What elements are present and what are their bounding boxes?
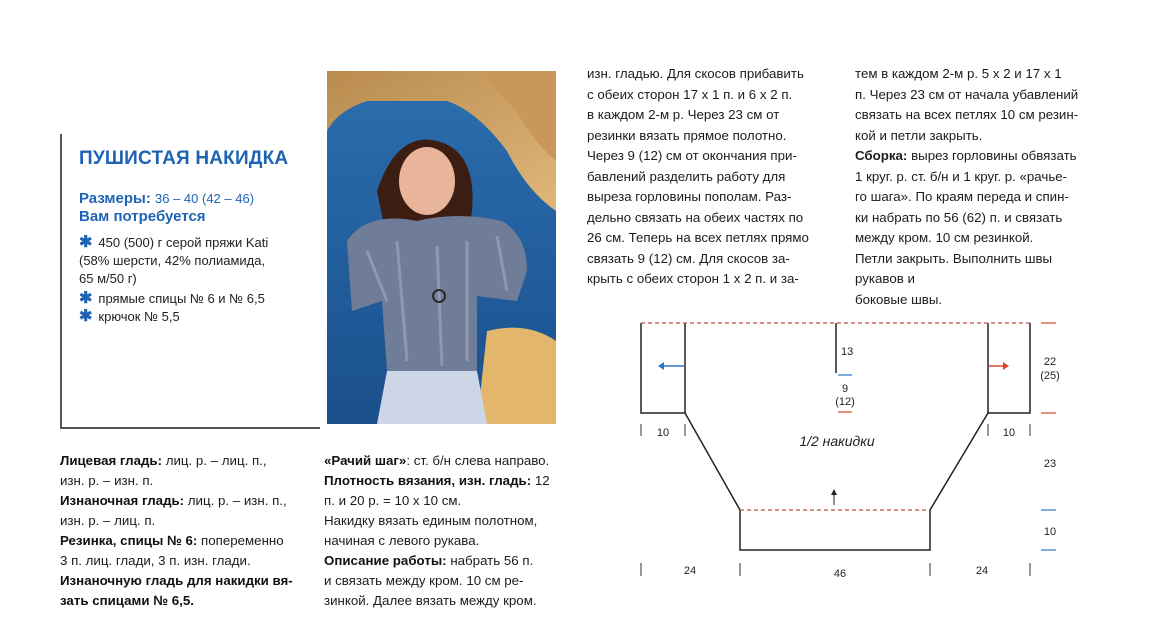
text-line: Резинка, спицы № 6: попеременно [60,533,284,548]
text-line: п. Через 23 см от начала убавлений [855,86,1079,102]
bottom-center-label: 46 [833,568,847,580]
text-line: Сборка: вырез горловины обвязать [855,148,1077,163]
slope-height-label: 23 [1043,458,1057,470]
text-line: п. и 20 р. = 10 х 10 см. [324,493,462,508]
text-line: зинкой. Далее вязать между кром. [324,593,537,608]
text-line: Изнаночная гладь: лиц. р. – изн. п., [60,493,287,508]
arrow-left-head-icon [658,362,664,370]
sizes-label: Размеры: [79,190,151,207]
neck-height-label-alt: (12) [835,396,855,408]
material-item: ✱ 450 (500) г серой пряжи Kati [79,234,269,251]
text-line: кой и петли закрыть. [855,127,983,143]
text-line: тем в каждом 2-м р. 5 х 2 и 17 х 1 [855,66,1062,81]
text-line: го шага». По краям переда и спин- [855,189,1069,204]
text-line: Лицевая гладь: лиц. р. – лиц. п., [60,453,267,468]
sleeve-width-left-label: 10 [656,427,670,439]
text-line: Плотность вязания, изн. гладь: 12 [324,473,550,488]
text-line: и связать между кром. 10 см ре- [324,573,524,588]
text-line: связать на всех петлях 10 см резин- [855,107,1079,122]
text-line: начиная с левого рукава. [324,533,480,548]
text-line: крыть с обеих сторон 1 х 2 п. и за- [587,271,799,286]
text-line: между кром. 10 см резинкой. [855,230,1034,245]
text-line: изн. р. – лиц. п. [60,513,156,528]
material-item: ✱ крючок № 5,5 [79,308,180,325]
text-line: Петли закрыть. Выполнить швы рукавов и [855,250,1053,286]
need-heading: Вам потребуется [79,208,206,225]
asterisk-icon: ✱ [79,308,93,325]
material-item: 65 м/50 г) [79,271,137,286]
text-line: боковые швы. [855,291,943,307]
text-line: ки набрать по 56 (62) п. и связать [855,209,1063,225]
text-line: «Рачий шаг»: ст. б/н слева направо. [324,453,550,468]
sleeve-width-right-label: 10 [1002,427,1016,439]
sleeve-height-label-alt: (25) [1040,370,1060,382]
text-line: изн. гладью. Для скосов прибавить [587,66,804,81]
text-line: в каждом 2-м р. Через 23 см от [587,107,780,122]
text-line: изн. р. – изн. п. [60,473,154,488]
text-line: Описание работы: набрать 56 п. [324,553,534,568]
neck-height-label: 9 [841,383,849,395]
text-line: связать 9 (12) см. Для скосов за- [587,250,790,266]
text-line: Изнаночную гладь для накидки вя- [60,573,293,588]
text-line: с обеих сторон 17 х 1 п. и 6 х 2 п. [587,86,793,102]
text-line: зать спицами № 6,5. [60,593,194,608]
text-line: дельно связать на обеих частях по [587,209,804,225]
bottom-right-label: 24 [975,565,989,577]
asterisk-icon: ✱ [79,290,93,307]
text-line: 3 п. лиц. глади, 3 п. изн. глади. [60,553,251,568]
text-line: Накидку вязать единым полотном, [324,513,538,528]
text-line: 26 см. Теперь на всех петлях прямо [587,230,809,245]
text-line: резинки вязать прямое полотно. [587,127,787,143]
arrow-right-head-icon [1003,362,1009,370]
material-item: ✱ прямые спицы № 6 и № 6,5 [79,290,265,307]
asterisk-icon: ✱ [79,234,93,251]
sizes-value: 36 – 40 (42 – 46) [155,191,255,206]
text-line: выреза горловины пополам. Раз- [587,189,792,204]
neck-depth-label: 13 [841,346,854,358]
bottom-left-label: 24 [683,565,697,577]
arrow-up-head-icon [831,489,837,495]
pattern-title: ПУШИСТАЯ НАКИДКА [79,148,289,169]
text-line: бавлений разделить работу для [587,168,786,184]
material-item: (58% шерсти, 42% полиамида, [79,253,266,268]
text-line: 1 круг. р. ст. б/н и 1 круг. р. «рачье- [855,168,1068,184]
center-label: 1/2 накидки [799,433,875,449]
rib-height-label: 10 [1043,526,1057,538]
sleeve-height-label: 22 [1043,356,1057,368]
text-line: Через 9 (12) см от окончания при- [587,148,797,163]
